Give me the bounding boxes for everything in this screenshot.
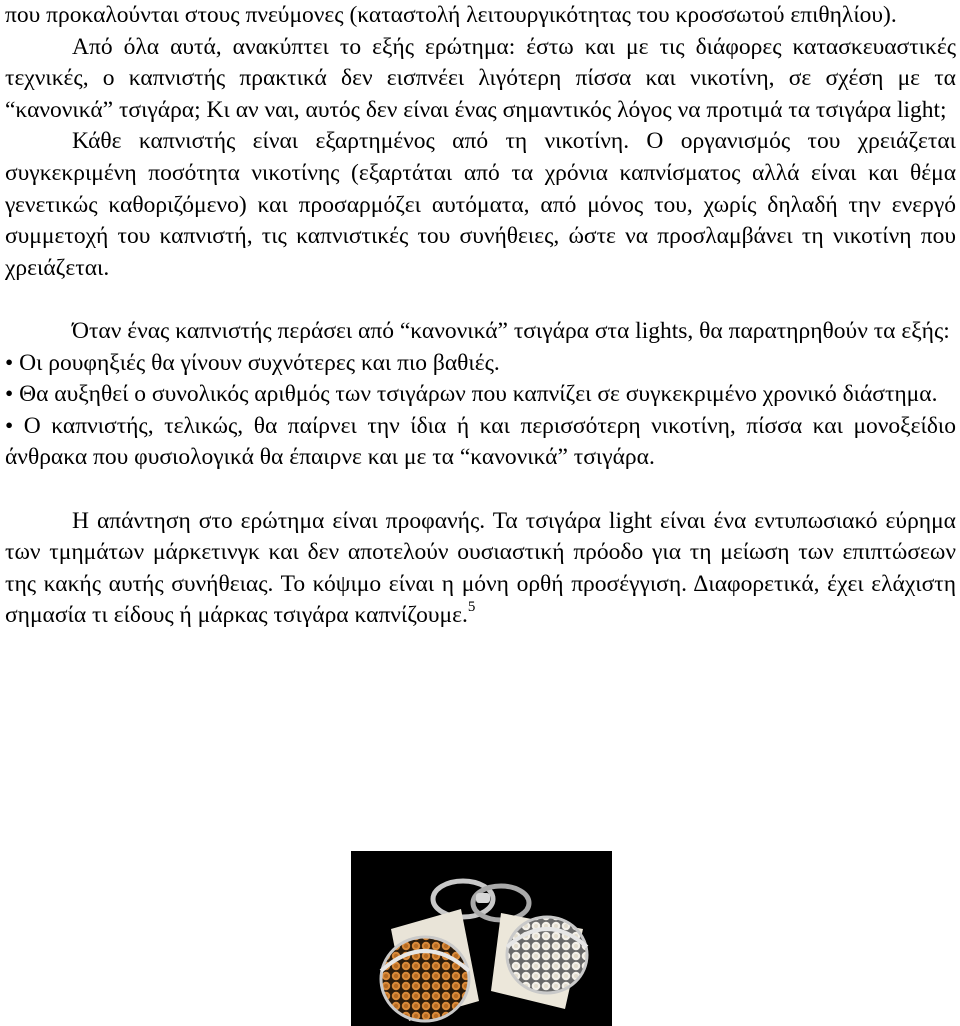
footnote-marker: 5: [467, 599, 476, 616]
handcuffed-cigarettes-illustration: [351, 851, 612, 1026]
paragraph-gap: [5, 474, 956, 506]
bullet-item: • Οι ρουφηξιές θα γίνουν συχνότερες και πιο βαθιές.: [5, 349, 500, 376]
paragraph-gap: [5, 284, 956, 316]
paragraph-answer: [5, 506, 956, 632]
bullet-item: • Ο καπνιστής, τελικώς, θα παίρνει την ίδια ή και περισσότερη νικοτίνη, πίσσα και μονοξείδιο άνθρακα που φυσιολογικά θα έπαιρνε και με τα “κανονικά” τσιγάρα.: [5, 412, 956, 471]
handcuffed-cigarettes-image: [351, 851, 612, 1026]
paragraph-question: Από όλα αυτά, ανακύπτει το εξής ερώτημα: έστω και με τις διάφορες κατασκευαστικές τεχνικές, ο καπνιστής πρακτικά δεν εισπνέει λιγότερη πίσσα και νικοτίνη, σε σχέση με τα “κανονικά” τσιγάρα; Κι αν ναι, αυτός δεν είναι ένας σημαντικός λόγος να προτιμά τα τσιγάρα light;: [5, 33, 956, 123]
paragraph-answer-text: Η απάντηση στο ερώτημα είναι προφανής. Τα τσιγάρα light είναι ένα εντυπωσιακό εύρημα των τμημάτων μάρκετινγκ και δεν αποτελούν ουσιαστική πρόοδο για τη μείωση των επιπτώσεων της κακής αυτής συνήθειας. Το κόψιμο είναι η μόνη ορθή προσέγγιση. Διαφορετικά, έχει ελάχιστη σημασία τι είδους ή μάρκας τσιγάρα καπνίζουμε.: [5, 507, 956, 629]
document-page: [5, 0, 956, 632]
paragraph-switch-to-lights: Όταν ένας καπνιστής περάσει από “κανονικά” τσιγάρα στα lights, θα παρατηρηθούν τα εξής:: [72, 317, 950, 344]
paragraph-nicotine-dependence: Κάθε καπνιστής είναι εξαρτημένος από τη νικοτίνη. Ο οργανισμός του χρειάζεται συγκεκριμένη ποσότητα νικοτίνης (εξαρτάται από τα χρόνια καπνίσματος αλλά είναι και θέμα γενετικώς καθοριζόμενο) και προσαρμόζει αυτόματα, από μόνος του, χωρίς δηλαδή την ενεργό συμμετοχή του καπνιστή, τις καπνιστικές του συνήθειες, ώστε να προσλαμβάνει τη νικοτίνη που χρειάζεται.: [5, 128, 956, 281]
bullet-item: • Θα αυξηθεί ο συνολικός αριθμός των τσιγάρων που καπνίζει σε συγκεκριμένο χρονικό διάστημα.: [5, 381, 938, 408]
paragraph-continuation: που προκαλούνται στους πνεύμονες (καταστολή λειτουργικότητας του κροσσωτού επιθηλίου).: [5, 2, 897, 28]
